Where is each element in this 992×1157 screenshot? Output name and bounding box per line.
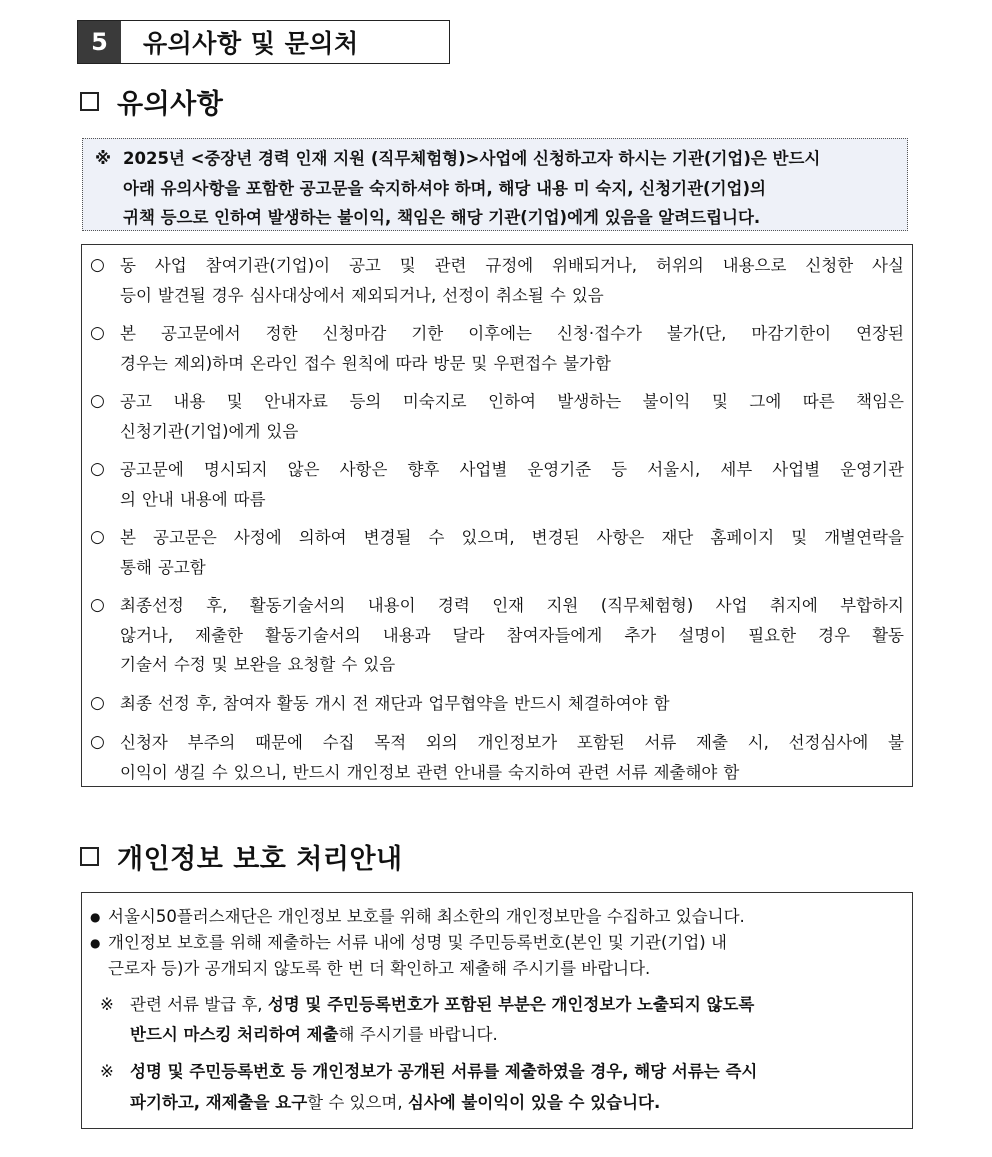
section-number: 5 xyxy=(78,21,121,63)
privacy-note-2: ※ 성명 및 주민등록번호 등 개인정보가 공개된 서류를 제출하였을 경우, 해당 서류는 즉시 xyxy=(100,1057,902,1087)
cautions-list xyxy=(81,244,913,787)
caution-line: 경우는 제외)하며 온라인 접수 원칙에 따라 방문 및 우편접수 불가함 xyxy=(120,353,611,373)
caution-line: 이익이 생길 수 있으니, 반드시 개인정보 관련 안내를 숙지하여 관련 서류 제출해야 함 xyxy=(120,762,740,782)
caution-item xyxy=(90,319,904,378)
caution-line: 등이 발견될 경우 심사대상에서 제외되거나, 선정이 취소될 수 있음 xyxy=(120,285,604,305)
notice-text-2: 아래 유의사항을 포함한 공고문을 숙지하셔야 하며, 해당 내용 미 숙지, 신청기관(기업)의 xyxy=(123,178,766,198)
checkbox-square-icon xyxy=(80,847,99,866)
caution-line: 의 안내 내용에 따름 xyxy=(120,489,266,509)
notice-box xyxy=(82,138,908,231)
circle-bullet-icon: ○ xyxy=(90,255,105,275)
caution-line: ○ 공고 내용 및 안내자료 등의 미숙지로 인하여 발생하는 불이익 및 그에 따른 책임은 xyxy=(90,387,904,417)
circle-bullet-icon: ○ xyxy=(90,323,105,343)
caution-line: ○ 최종 선정 후, 참여자 활동 개시 전 재단과 업무협약을 반드시 체결하여야 함 xyxy=(90,689,904,719)
circle-bullet-icon: ○ xyxy=(90,595,105,615)
privacy-note-2-cont: 파기하고, 재제출을 요구할 수 있으며, 심사에 불이익이 있을 수 있습니다. xyxy=(130,1093,661,1112)
circle-bullet-icon: ○ xyxy=(90,391,105,411)
caution-line: ○ 공고문에 명시되지 않은 사항은 향후 사업별 운영기준 등 서울시, 세부 사업별 운영기관 xyxy=(90,455,904,485)
privacy-box xyxy=(81,892,913,1129)
cautions-heading xyxy=(80,82,223,121)
caution-item xyxy=(90,689,904,719)
caution-line: 통해 공고함 xyxy=(120,557,206,577)
circle-bullet-icon: ○ xyxy=(90,693,105,713)
notice-line xyxy=(95,144,897,174)
notice-text-3: 귀책 등으로 인하여 발생하는 불이익, 책임은 해당 기관(기업)에게 있음을 알려드립니다. xyxy=(123,208,761,227)
notice-text-1: 2025년 <중장년 경력 인재 지원 (직무체험형)>사업에 신청하고자 하시는 기관(기업)은 반드시 xyxy=(123,149,821,168)
section-title: 유의사항 및 문의처 xyxy=(143,29,359,58)
caution-line: ○ 동 사업 참여기관(기업)이 공고 및 관련 규정에 위배되거나, 허위의 내용으로 신청한 사실 xyxy=(90,251,904,281)
privacy-line-1: ● 서울시50플러스재단은 개인정보 보호를 위해 최소한의 개인정보만을 수집하고 있습니다. xyxy=(90,904,902,930)
privacy-line-2: ● 개인정보 보호를 위해 제출하는 서류 내에 성명 및 주민등록번호(본인 및 기관(기업) 내 xyxy=(90,930,902,956)
caution-item xyxy=(90,387,904,446)
privacy-note-1-cont: 반드시 마스킹 처리하여 제출해 주시기를 바랍니다. xyxy=(130,1025,498,1044)
privacy-heading-text: 개인정보 보호 처리안내 xyxy=(117,844,403,875)
reference-mark-icon: ※ xyxy=(95,149,112,168)
circle-bullet-icon: ○ xyxy=(90,732,105,752)
notice-line xyxy=(95,174,897,204)
caution-item xyxy=(90,523,904,582)
caution-line: ○ 본 공고문은 사정에 의하여 변경될 수 있으며, 변경된 사항은 재단 홈페이지 및 개별연락을 xyxy=(90,523,904,553)
bullet-dot-icon: ● xyxy=(90,910,101,924)
caution-line: ○ 최종선정 후, 활동기술서의 내용이 경력 인재 지원 (직무체험형) 사업 취지에 부합하지 xyxy=(90,591,904,621)
caution-line: ○ 본 공고문에서 정한 신청마감 기한 이후에는 신청·접수가 불가(단, 마감기한이 연장된 xyxy=(90,319,904,349)
caution-item xyxy=(90,251,904,310)
caution-line: 않거나, 제출한 활동기술서의 내용과 달라 참여자들에게 추가 설명이 필요한 경우 활동 xyxy=(120,625,904,645)
privacy-line-3: 근로자 등)가 공개되지 않도록 한 번 더 확인하고 제출해 주시기를 바랍니다. xyxy=(108,959,651,978)
caution-item xyxy=(90,455,904,514)
bullet-dot-icon: ● xyxy=(90,936,101,950)
caution-line: ○ 신청자 부주의 때문에 수집 목적 외의 개인정보가 포함된 서류 제출 시, 선정심사에 불 xyxy=(90,728,904,758)
section-header xyxy=(77,20,450,64)
privacy-note-1: ※ 관련 서류 발급 후, 성명 및 주민등록번호가 포함된 부분은 개인정보가 노출되지 않도록 xyxy=(100,990,902,1020)
reference-mark-icon: ※ xyxy=(100,995,114,1014)
notice-line xyxy=(95,203,897,233)
circle-bullet-icon: ○ xyxy=(90,527,105,547)
caution-item xyxy=(90,728,904,787)
caution-line: 기술서 수정 및 보완을 요청할 수 있음 xyxy=(120,655,396,674)
circle-bullet-icon: ○ xyxy=(90,459,105,479)
reference-mark-icon: ※ xyxy=(100,1062,114,1081)
caution-item xyxy=(90,591,904,680)
checkbox-square-icon xyxy=(80,92,99,111)
cautions-heading-text: 유의사항 xyxy=(117,89,224,120)
privacy-heading xyxy=(80,837,403,876)
caution-line: 신청기관(기업)에게 있음 xyxy=(120,421,299,441)
